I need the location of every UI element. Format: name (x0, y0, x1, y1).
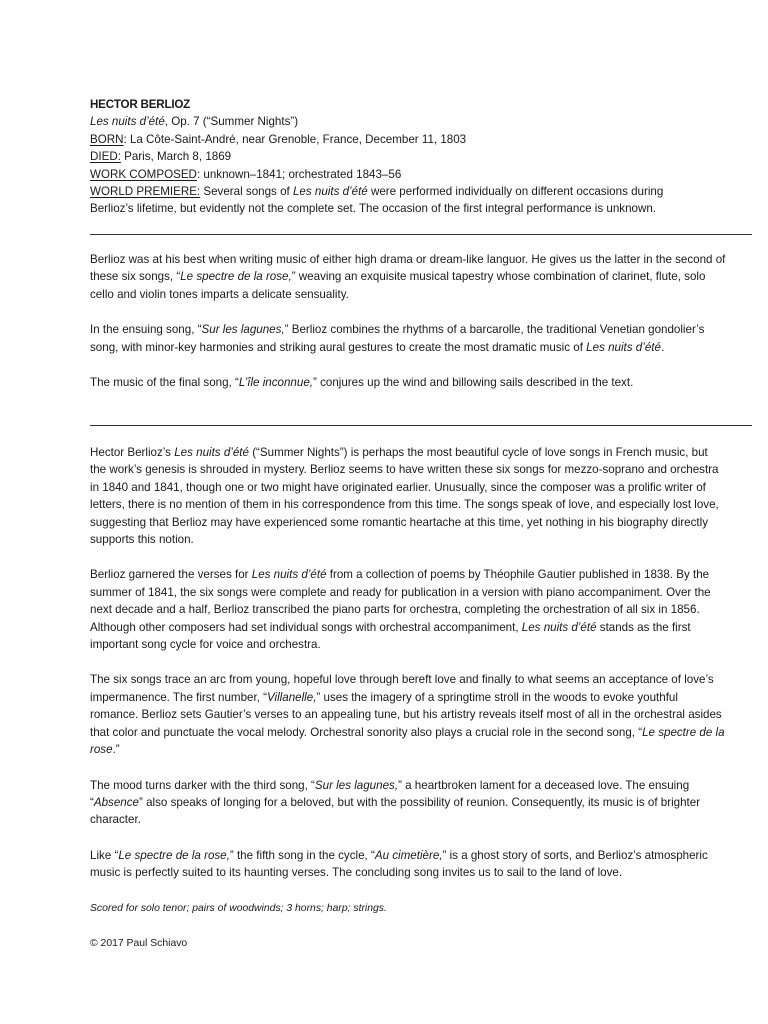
text: ” also speaks of longing for a beloved, but with the possibility of reunion. Consequently, its music is of brighter character. (90, 795, 701, 827)
song-title: Sur les lagunes, (314, 778, 399, 792)
died-line (90, 148, 690, 165)
body-paragraph-4 (90, 777, 726, 829)
text: Hector Berlioz’s (90, 446, 175, 459)
work-opus: , Op. 7 (“Summer Nights”) (164, 115, 299, 129)
born-value: : La Côte-Saint-André, near Grenoble, France, December 11, 1803 (123, 132, 467, 146)
premiere-text: Several songs of (200, 185, 293, 199)
program-note-header (90, 96, 690, 218)
song-title: L’île inconnue, (238, 376, 313, 390)
premiere-line (90, 183, 690, 218)
text: . (660, 340, 665, 354)
died-label: DIED: (90, 150, 121, 164)
text: ” a heartbroken lament for a deceased love. The ensuing “ (90, 778, 690, 809)
premiere-text-end: were performed individually on different occasions during Berlioz’s lifetime, but evidently not the complete set. The occasion of the first integral performance is unknown. (90, 185, 664, 216)
text: (“Summer Nights”) is perhaps the most beautiful cycle of love songs in French music, but the work’s genesis is shrouded in mystery. Berlioz seems to have written these six songs for mezzo-soprano and orchestra in 1840 and 1841, though one or two might have originated earlier. Unusually, since the composer was a prolific writer of letters, there is no mention of them in his correspondence from this time. The songs speak of love, and especially lost love, suggesting that Berlioz may have experienced some romantic heartache at this time, yet nothing in his biography directly supports this notion. (90, 446, 719, 547)
song-title: Villanelle, (267, 690, 317, 704)
divider-middle (90, 425, 752, 426)
text: ” Berlioz combines the rhythms of a barcarolle, the traditional Venetian gondolier’s song, with minor-key harmonies and striking aural gestures to create the most dramatic music of (90, 323, 705, 354)
composed-label: WORK COMPOSED (90, 167, 197, 181)
divider-top (90, 234, 752, 235)
text: Berlioz was at his best when writing music of either high drama or dream-like languor. He gives us the latter in the second of these six songs, “ (90, 253, 726, 284)
body-paragraph-2 (90, 566, 726, 653)
song-title: Le spectre de la rose, (180, 270, 292, 284)
text: Like “ (90, 848, 119, 862)
song-title: Le spectre de la rose (90, 725, 725, 757)
body-paragraph-5 (90, 847, 726, 882)
excerpt-paragraph-3 (90, 374, 726, 391)
work-title: Les nuits d’été (251, 568, 327, 582)
text: ” the fifth song in the cycle, “ (229, 848, 375, 862)
text: In the ensuing song, “ (90, 323, 202, 337)
song-title: Au cimetière, (374, 848, 443, 862)
excerpt-paragraph-2 (90, 321, 726, 356)
work-title: Les nuits d’été (586, 340, 661, 354)
text: The mood turns darker with the third song, “ (90, 778, 315, 792)
work-title: Les nuits d’été (90, 115, 165, 129)
composer-name: HECTOR BERLIOZ (90, 98, 191, 111)
text: ” conjures up the wind and billowing sails described in the text. (313, 376, 634, 390)
born-label: BORN (90, 132, 124, 146)
premiere-work-title: Les nuits d’été (292, 185, 368, 199)
text: ” is a ghost story of sorts, and Berlioz’s atmospheric music is perfectly suited to its haunting verses. The concluding song invites us to sail to the land of love. (90, 848, 708, 880)
composed-value: : unknown–1841; orchestrated 1843–56 (196, 167, 402, 181)
song-title: Sur les lagunes, (201, 323, 285, 337)
copyright: © 2017 Paul Schiavo (90, 937, 188, 949)
work-title-line (90, 113, 690, 130)
body-paragraph-3 (90, 671, 726, 758)
text: ” uses the imagery of a springtime stroll in the woods to evoke youthful romance. Berlioz sets Gautier’s verses to an appealing tune, but his artistry reveals itself most of all in the orchestral asides that color and punctuate the vocal melody. Orchestral sonority also plays a crucial role in the second song, “ (90, 690, 722, 739)
text: ” weaving an exquisite musical tapestry whose combination of clarinet, flute, solo cello and violin tones imparts a delicate sensuality. (90, 270, 706, 301)
excerpt-paragraph-1 (90, 251, 726, 303)
excerpt-section (90, 251, 726, 409)
premiere-label: WORLD PREMIERE: (90, 185, 201, 199)
work-title: Les nuits d’été (521, 620, 597, 634)
work-title: Les nuits d’été (174, 446, 249, 459)
text: Berlioz garnered the verses for (90, 568, 252, 582)
text: from a collection of poems by Théophile Gautier published in 1838. By the summer of 1841, the six songs were complete and ready for publication in a version with piano accompaniment. Over the next decade and a half, Berlioz transcribed the piano parts for orchestra, completing the orchestration of all six in 1856. Although other composers had set individual songs with orchestral accompaniment, (90, 568, 711, 634)
song-title: Absence (93, 795, 139, 809)
text: stands as the first important song cycle for voice and orchestra. (90, 620, 691, 652)
body-paragraph-1 (90, 444, 726, 548)
body-section (90, 444, 726, 970)
song-title: Le spectre de la rose, (118, 848, 230, 862)
composed-line (90, 166, 690, 183)
text: .” (112, 743, 120, 757)
scoring-note: Scored for solo tenor; pairs of woodwinds; 3 horns; harp; strings. (90, 902, 387, 914)
born-line (90, 131, 690, 148)
text: The six songs trace an arc from young, hopeful love through bereft love and finally to what seems an acceptance of love’s impermanence. The first number, “ (90, 673, 714, 704)
text: The music of the final song, “ (90, 376, 239, 390)
died-value: Paris, March 8, 1869 (120, 150, 232, 164)
